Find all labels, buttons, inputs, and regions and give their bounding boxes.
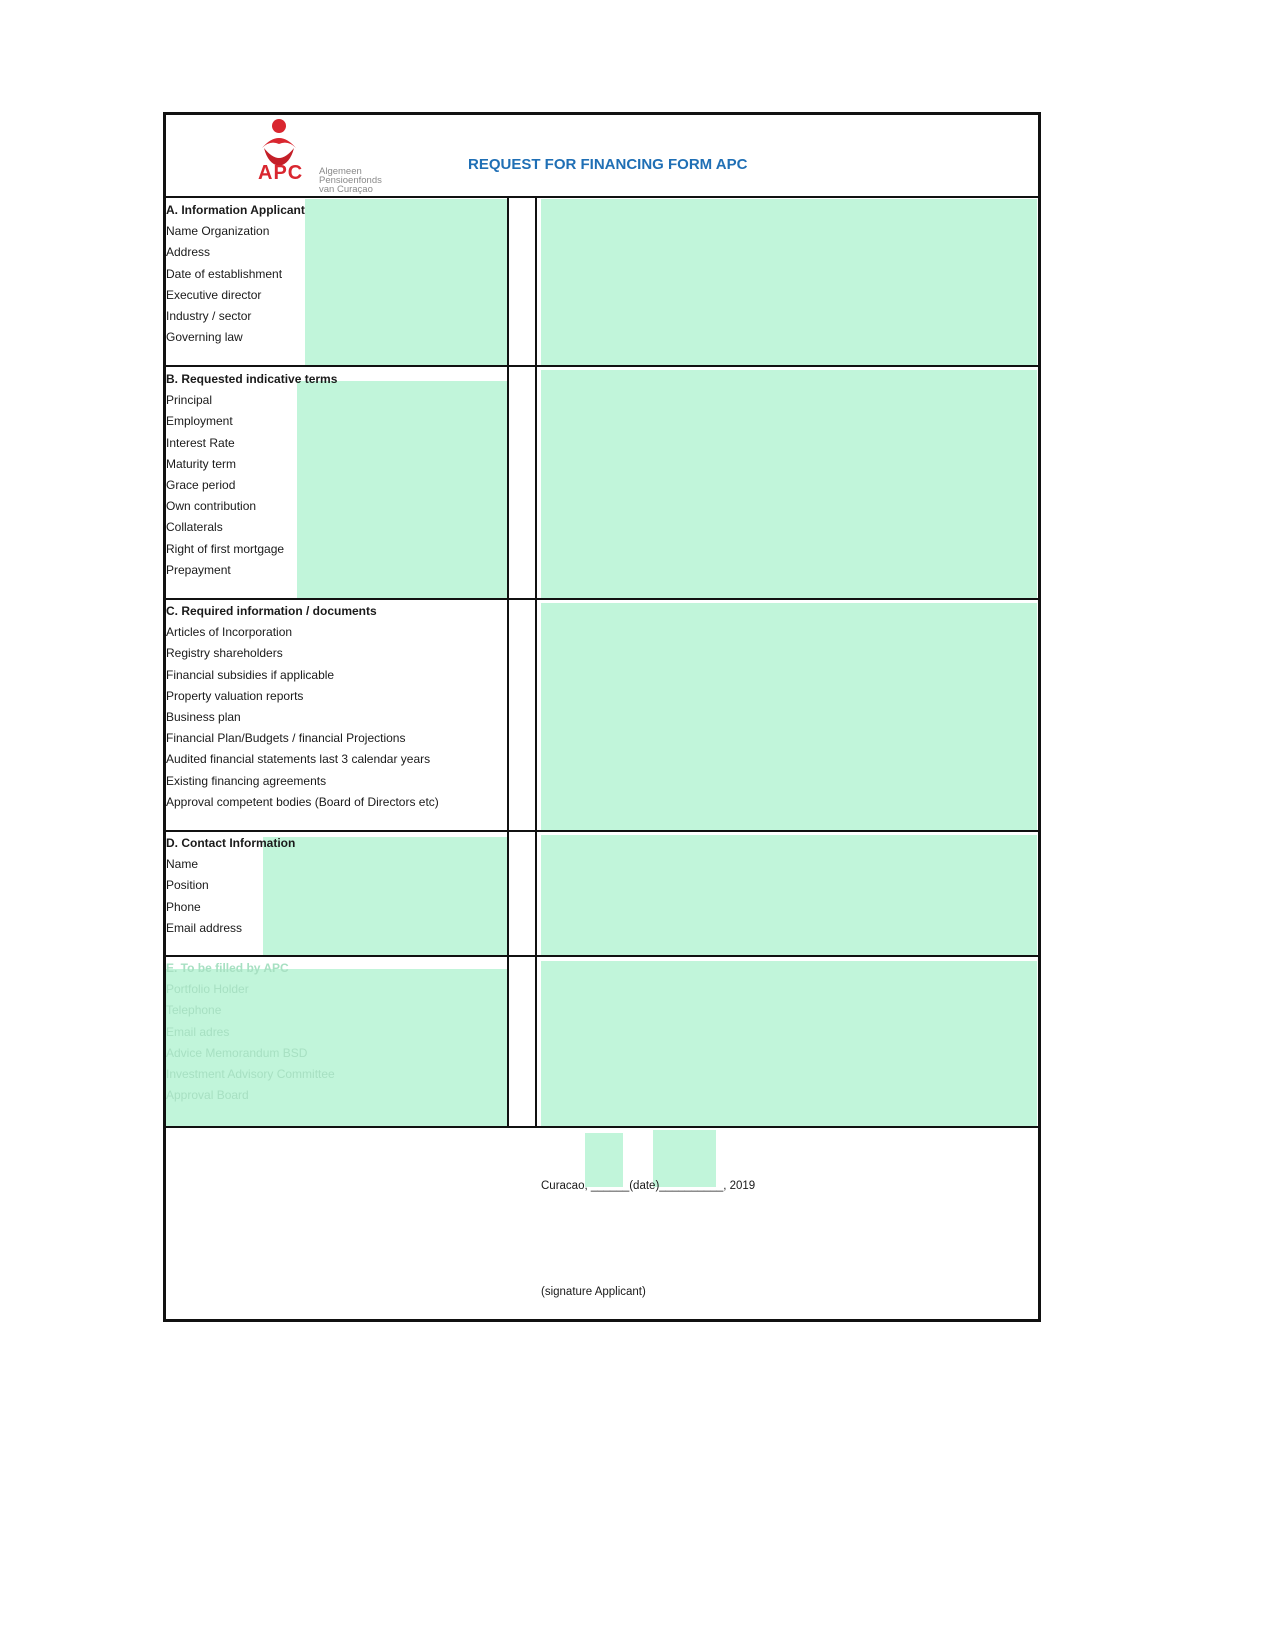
divider bbox=[163, 830, 1041, 832]
field-label: Position bbox=[166, 878, 209, 893]
section-heading: C. Required information / documents bbox=[166, 604, 377, 618]
field-label: Date of establishment bbox=[166, 266, 283, 281]
field-label: Executive director bbox=[166, 287, 262, 302]
logo-subtitle-line: Algemeen bbox=[319, 166, 362, 177]
field-label: Property valuation reports bbox=[166, 688, 304, 703]
field-label: Business plan bbox=[166, 710, 241, 725]
field-label: Own contribution bbox=[166, 499, 257, 514]
logo-text: APC bbox=[258, 162, 304, 184]
date-day-field[interactable] bbox=[585, 1133, 623, 1187]
section-heading: D. Contact Information bbox=[166, 836, 296, 850]
logo-subtitle-line: van Curaçao bbox=[319, 184, 373, 195]
section-applicant-info bbox=[166, 200, 305, 348]
field-label: Maturity term bbox=[166, 456, 237, 471]
field-label: Financial subsidies if applicable bbox=[166, 667, 335, 682]
section-required-documents bbox=[166, 601, 439, 813]
field-label: Name Organization bbox=[166, 224, 270, 239]
section-heading: A. Information Applicant bbox=[166, 203, 305, 217]
field-label: Address bbox=[166, 245, 211, 260]
applicant-info-field[interactable] bbox=[305, 199, 507, 365]
column-divider bbox=[535, 196, 537, 1128]
field-label: Telephone bbox=[166, 1003, 222, 1018]
field-label: Portfolio Holder bbox=[166, 982, 249, 997]
section-contact-info bbox=[166, 833, 295, 939]
field-label: Governing law bbox=[166, 330, 243, 345]
field-label: Registry shareholders bbox=[166, 646, 283, 661]
field-label: Name bbox=[166, 857, 199, 872]
divider bbox=[163, 365, 1041, 367]
field-label: Collaterals bbox=[166, 520, 223, 535]
field-label: Existing financing agreements bbox=[166, 773, 327, 788]
applicant-info-notes-field[interactable] bbox=[541, 199, 1037, 365]
field-label: Grace period bbox=[166, 478, 236, 493]
field-label: Principal bbox=[166, 393, 213, 408]
indicative-terms-notes-field[interactable] bbox=[541, 370, 1037, 599]
logo-subtitle bbox=[319, 167, 382, 194]
divider bbox=[163, 196, 1041, 198]
field-label: Industry / sector bbox=[166, 309, 252, 324]
contact-info-field[interactable] bbox=[263, 837, 507, 955]
section-indicative-terms bbox=[166, 369, 337, 581]
field-label: Email address bbox=[166, 920, 243, 935]
signature-line: (signature Applicant) bbox=[541, 1286, 646, 1298]
field-label: Approval competent bodies (Board of Directors etc) bbox=[166, 794, 439, 809]
section-heading: B. Requested indicative terms bbox=[166, 372, 338, 386]
column-divider bbox=[507, 196, 509, 1128]
page-title: REQUEST FOR FINANCING FORM APC bbox=[468, 156, 748, 173]
field-label: Approval Board bbox=[166, 1088, 249, 1103]
field-label: Articles of Incorporation bbox=[166, 625, 293, 640]
field-label: Prepayment bbox=[166, 562, 231, 577]
section-heading: E. To be filled by APC bbox=[166, 961, 289, 975]
field-label: Right of first mortgage bbox=[166, 541, 285, 556]
field-label: Investment Advisory Committee bbox=[166, 1067, 335, 1082]
field-label: Audited financial statements last 3 calendar years bbox=[166, 752, 431, 767]
logo-subtitle-line: Pensioenfonds bbox=[319, 175, 382, 186]
date-month-field[interactable] bbox=[653, 1130, 716, 1187]
place-date-line: Curacao, ______(date)__________, 2019 bbox=[541, 1180, 756, 1192]
field-label: Phone bbox=[166, 899, 201, 914]
field-label: Financial Plan/Budgets / financial Projections bbox=[166, 731, 406, 746]
documents-notes-field[interactable] bbox=[541, 603, 1037, 831]
divider bbox=[163, 1126, 1041, 1128]
field-label: Advice Memorandum BSD bbox=[166, 1045, 308, 1060]
divider bbox=[163, 598, 1041, 600]
divider bbox=[163, 955, 1041, 957]
section-apc-use bbox=[166, 958, 335, 1106]
field-label: Interest Rate bbox=[166, 435, 235, 450]
field-label: Employment bbox=[166, 414, 233, 429]
contact-info-notes-field[interactable] bbox=[541, 835, 1037, 955]
field-label: Email adres bbox=[166, 1024, 230, 1039]
apc-use-notes-field[interactable] bbox=[541, 961, 1037, 1126]
